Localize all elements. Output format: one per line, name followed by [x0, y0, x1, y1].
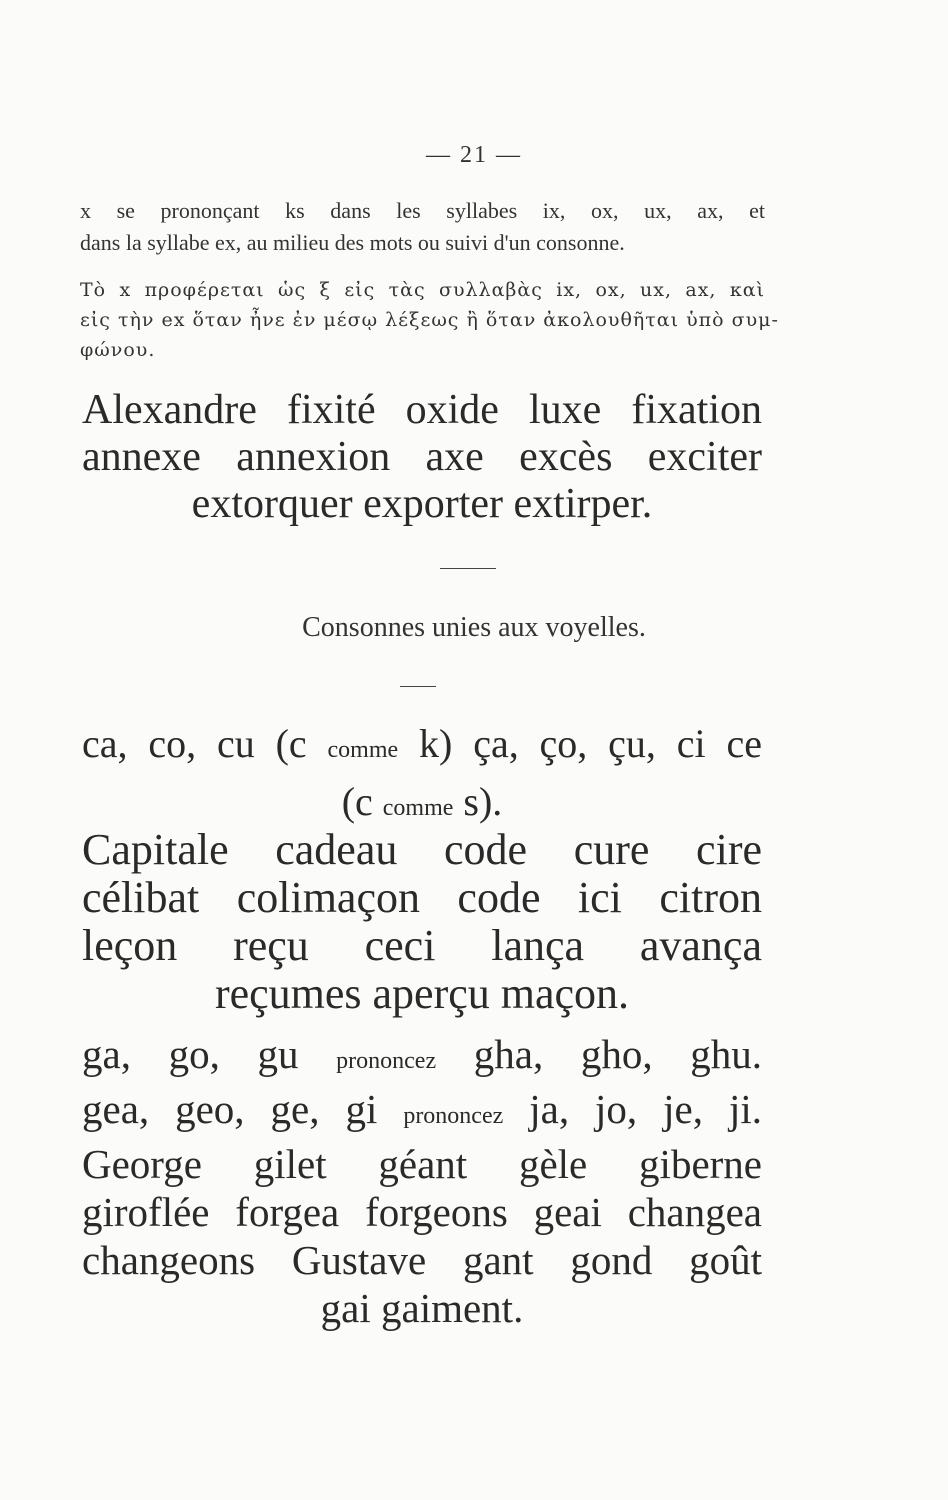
greek-note-line-2: εἰς τὴν ex ὅταν ἦνε ἐν μέσῳ λέξεως ἢ ὅταν ἀκολουθῆται ὑπὸ συμ-: [80, 309, 779, 331]
g-rule-text: gea, geo, ge, gi: [82, 1086, 378, 1132]
g-rule-line-1: [82, 1030, 762, 1085]
french-note: [80, 195, 765, 259]
greek-note-line-3: φώνου.: [80, 339, 156, 361]
x-words-line-2: annexe annexion axe excès exciter: [82, 434, 762, 480]
c-pronunciation-rule: [82, 718, 762, 834]
prononcez-label: prononcez: [403, 1103, 504, 1129]
g-rule-text: gha, gho, ghu.: [473, 1031, 763, 1077]
greek-note: [80, 275, 779, 365]
c-word-list: [82, 826, 762, 1018]
french-note-line-1: x se prononçant ks dans les syllabes ix, ox, ux, ax, et: [80, 198, 765, 223]
section-heading: Consonnes unies aux voyelles.: [302, 612, 646, 643]
c-rule-text: s).: [463, 779, 503, 824]
g-words-line-1: George gilet géant gèle giberne: [82, 1141, 762, 1187]
c-rule-text: ca, co, cu (c: [82, 721, 307, 766]
g-rules-and-words: [82, 1030, 762, 1332]
page-number: — 21 —: [426, 142, 522, 168]
x-word-list: [82, 387, 762, 528]
g-words-line-3: changeons Gustave gant gond goût: [82, 1237, 762, 1283]
g-words-line-2: giroflée forgea forgeons geai changea: [82, 1189, 762, 1235]
divider-rule: [400, 686, 436, 687]
c-words-line-4: reçumes aperçu maçon.: [214, 969, 630, 1018]
c-words-line-2: célibat colimaçon code ici citron: [82, 873, 762, 922]
c-rule-line-1: [82, 718, 762, 776]
g-words-line-4: gai gaiment.: [320, 1285, 524, 1331]
x-words-line-3: extorquer exporter extirper.: [191, 481, 653, 527]
prononcez-label: prononcez: [336, 1048, 437, 1074]
c-rule-text: k) ça, ço, çu, ci ce: [419, 721, 763, 766]
divider-rule: [440, 568, 496, 569]
x-words-line-1: Alexandre fixité oxide luxe fixation: [82, 387, 762, 433]
c-rule-text: (c: [341, 779, 373, 824]
french-note-line-2: dans la syllabe ex, au milieu des mots ou suivi d'un consonne.: [80, 230, 625, 255]
greek-note-line-1: Τὸ x προφέρεται ὡς ξ εἰς τὰς συλλαβὰς ix, ox, ux, ax, καὶ: [80, 279, 765, 301]
g-rule-text: ja, jo, je, ji.: [529, 1086, 762, 1132]
comme-label: comme: [382, 795, 454, 821]
c-words-line-1: Capitale cadeau code cure cire: [82, 825, 762, 874]
g-rule-line-2: [82, 1085, 762, 1140]
c-words-line-3: leçon reçu ceci lança avança: [82, 921, 762, 970]
comme-label: comme: [327, 737, 399, 763]
g-rule-text: ga, go, gu: [82, 1031, 299, 1077]
